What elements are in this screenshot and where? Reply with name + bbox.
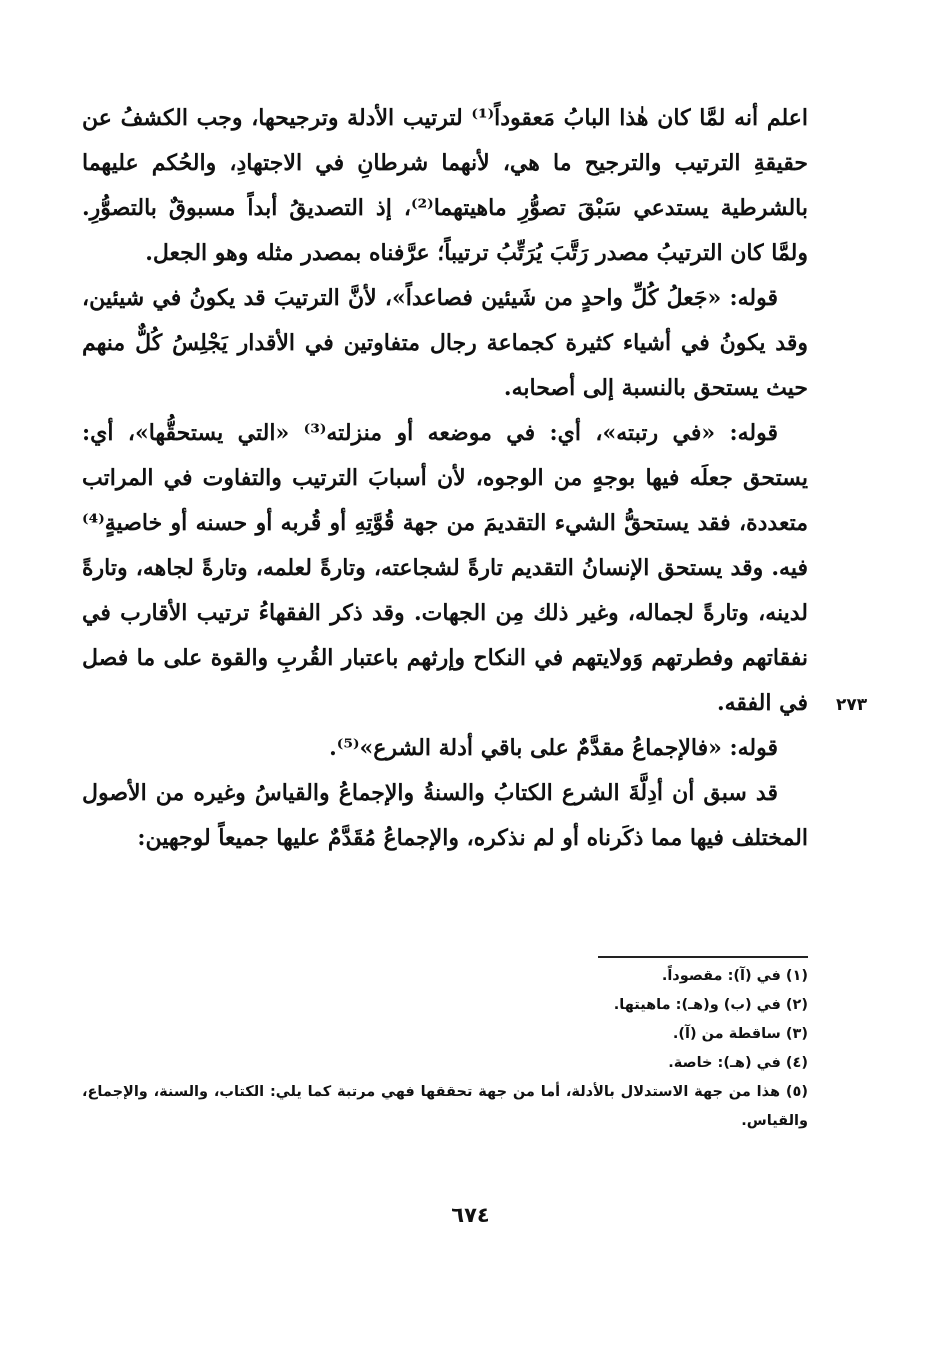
- footnote-3: (٣) ساقطة من (آ).: [672, 1026, 808, 1042]
- footnote-separator: [598, 956, 808, 958]
- paragraph-2: قوله: «جَعلُ كُلِّ واحدٍ من شَيئين فصاعداً»، لأنَّ الترتيبَ قد يكونُ في شيئين، وقد يكونُ في أشياء كثيرة كجماعة رجال متفاوتين في الأقدار يَجْلِسُ كُلٌّ منهم حيث يستحق بالنسبة إلى أصحابه.: [82, 285, 808, 401]
- paragraph-3: قوله: «في رتبته»، أي: في موضعه أو منزلته⁽³⁾ «التي يستحقُّها»، أي: يستحق جعلَه فيها بوجهٍ من الوجوه، لأن أسبابَ الترتيب والتفاوت في المراتب متعددة، فقد يستحقُّ الشيء التقديمَ من جهة قُوَّتِهِ أو قُربه أو حسنه أو خاصيةٍ⁽⁴⁾ فيه. وقد يستحق الإنسانُ التقديم تارةً لشجاعته، وتارةً لعلمه، وتارةً لجاهه، وتارةً لدينه، وتارةً لجماله، وغير ذلك مِن الجهات. وقد ذكر الفقهاءُ ترتيب الأقارب في نفقاتهم وفطرتهم وَولايتهم في النكاح وإرثهم باعتبار القُربِ والقوة على ما فصل في الفقه.: [82, 420, 808, 716]
- margin-reference-number: ٢٧٣: [836, 695, 868, 715]
- footnote-4: (٤) في (هـ): خاصة.: [668, 1055, 808, 1071]
- paragraph-5: قد سبق أن أدِلَّةَ الشرع الكتابُ والسنةُ والإجماعُ والقياسُ وغيره من الأصول المختلف فيها مما ذكَرناه أو لم نذكره، والإجماعُ مُقَدَّمٌ عليها جميعاً لوجهين:: [82, 780, 808, 851]
- footnote-1: (١) في (آ): مقصوداً.: [661, 968, 808, 984]
- paragraph-1: اعلم أنه لمَّا كان هٰذا البابُ مَعقوداً⁽¹⁾ لترتيب الأدلة وترجيحها، وجب الكشفُ عن حقيقةِ الترتيب والترجيح ما هي، لأنهما شرطانِ في الاجتهادِ، والحُكم عليهما بالشرطية يستدعي سَبْقَ تصوُّرِ ماهيتهما⁽²⁾، إذ التصديقُ أبداً مسبوقٌ بالتصوُّرِ. ولمَّا كان الترتيبُ مصدر رَتَّبَ يُرَتِّبُ ترتيباً؛ عرَّفناه بمصدر مثله وهو الجعل.: [82, 105, 808, 266]
- footnotes: [82, 962, 808, 1136]
- footnote-2: (٢) في (ب) و(هـ): ماهيتها.: [613, 997, 808, 1013]
- paragraph-4: قوله: «فالإجماعُ مقدَّمٌ على باقي أدلة الشرع»⁽⁵⁾.: [329, 735, 778, 761]
- footnote-5: (٥) هذا من جهة الاستدلال بالأدلة، أما من جهة تحققها فهي مرتبة كما يلي: الكتاب، والسنة، والإجماع، والقياس.: [82, 1084, 808, 1129]
- main-text: [82, 96, 808, 861]
- page-number: ٦٧٤: [451, 1203, 490, 1227]
